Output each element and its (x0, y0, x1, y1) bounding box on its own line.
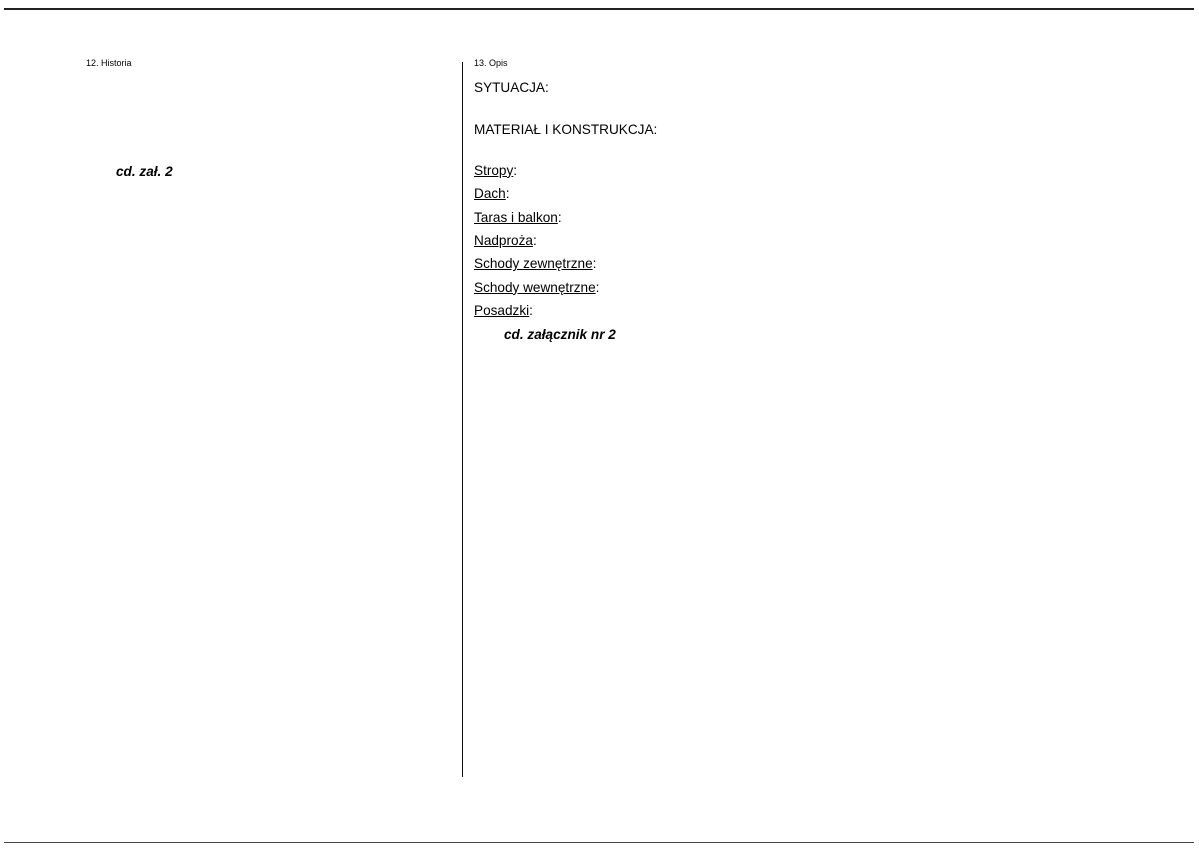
description-column (474, 58, 1130, 343)
material-item-taras: Taras i balkon: (474, 209, 562, 225)
history-paragraph (86, 140, 458, 157)
material-item-label: Dach (474, 186, 506, 202)
material-item-schody-wewnetrzne: Schody wewnętrzne: (474, 279, 600, 295)
material-item-label: Posadzki (474, 303, 530, 319)
material-continuation-line (474, 326, 1130, 343)
material-item-stropy: Stropy: (474, 162, 518, 178)
situation-paragraph (474, 96, 1130, 113)
material-heading: MATERIAŁ I KONSTRUKCJA: (474, 122, 658, 138)
history-column (86, 58, 458, 180)
history-paragraph (86, 117, 458, 134)
material-item-label: Nadproża (474, 233, 533, 249)
history-continuation-line (86, 163, 458, 180)
material-item-nadproza: Nadproża: (474, 233, 537, 249)
description-section-number: 13. Opis (474, 58, 508, 68)
material-item-label: Taras i balkon (474, 209, 558, 225)
column-divider (462, 62, 463, 777)
history-paragraph (86, 94, 458, 111)
material-item-label: Schody wewnętrzne (474, 279, 596, 295)
material-item-label: Stropy (474, 162, 514, 178)
material-item-label: Schody zewnętrzne (474, 256, 593, 272)
history-continuation-ref: cd. zał. 2 (116, 164, 173, 179)
material-item-dach: Dach: (474, 186, 510, 202)
material-item-posadzki: Posadzki: (474, 303, 533, 319)
material-item-schody-zewnetrzne: Schody zewnętrzne: (474, 256, 597, 272)
situation-heading: SYTUACJA: (474, 80, 549, 95)
material-continuation-ref: cd. załącznik nr 2 (504, 326, 616, 342)
material-paragraph (474, 139, 1130, 156)
history-section-number: 12. Historia (86, 58, 132, 68)
history-paragraph (86, 71, 458, 88)
